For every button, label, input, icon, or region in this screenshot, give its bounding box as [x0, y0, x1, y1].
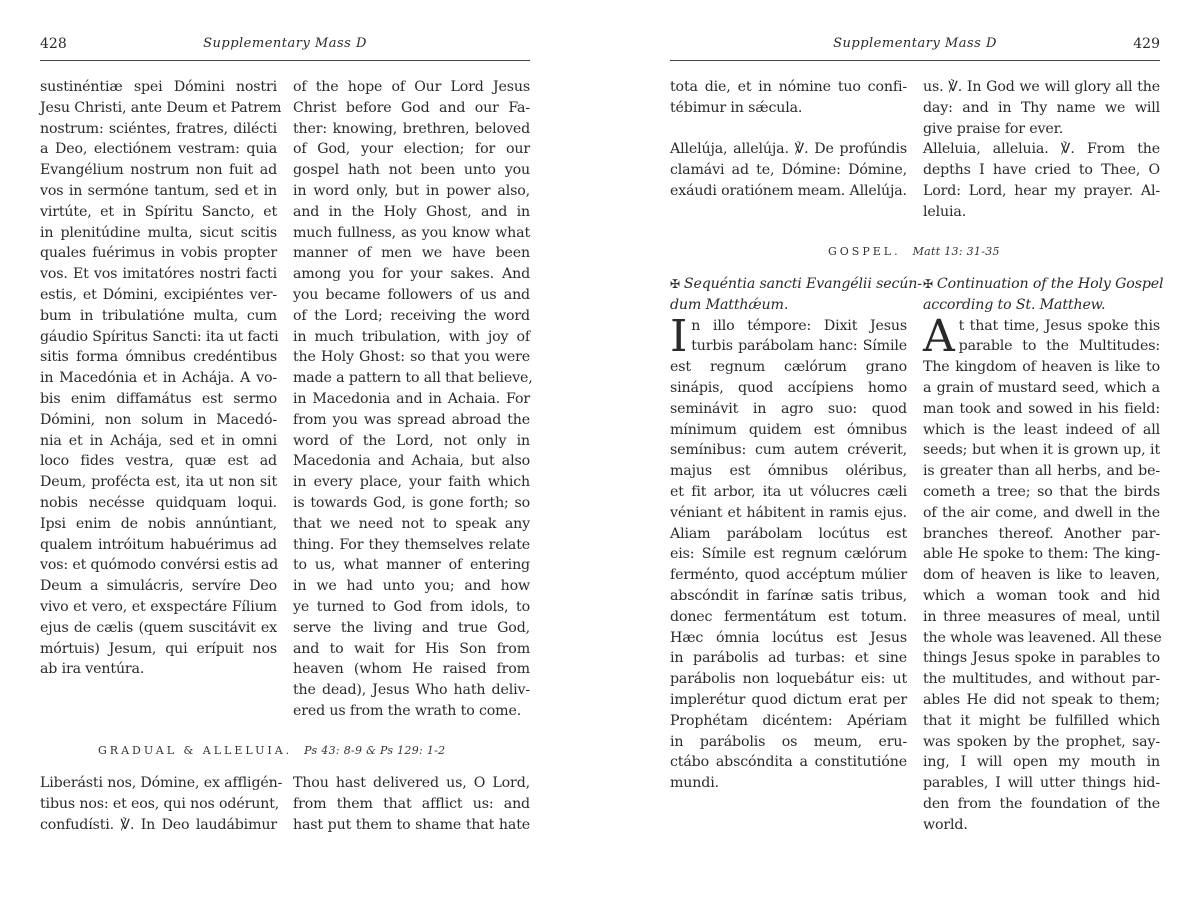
- text-line: quales fuérimus in vobis propter: [40, 245, 277, 262]
- text-line: véniant et hábitent in ramis ejus.: [670, 504, 907, 521]
- text-line: et fit arbor, ita ut vólucres cæli: [670, 483, 907, 500]
- text-line: vivo et vero, et exspectáre Fílium: [40, 598, 277, 615]
- text-line: is greater than all herbs, and be-: [923, 463, 1160, 480]
- text-line: Lord: Lord, hear my prayer. Al-: [923, 182, 1160, 199]
- text-line: of the hope of Our Lord Jesus: [293, 79, 530, 95]
- latin-alleluia: [670, 139, 907, 201]
- text-line: est regnum cælórum grano: [670, 359, 907, 376]
- text-line: eis: Símile est regnum cælórum: [670, 546, 907, 563]
- gospel-heading: [828, 245, 1000, 258]
- text-line: which is the least indeed of all: [923, 421, 1160, 438]
- text-line: ctábo abscóndita a constitutióne: [670, 754, 907, 771]
- text-line: made a pattern to all that believe,: [293, 370, 533, 387]
- text-line: parable to the Multitudes:: [958, 338, 1160, 355]
- text-line: n illo témpore: Dixit Jesus: [691, 317, 907, 334]
- text-line: Dómini, non solum in Macedó-: [40, 411, 277, 428]
- text-line: in every place, your faith which: [293, 474, 530, 491]
- text-line: mundi.: [670, 775, 719, 792]
- text-line: cometh a tree; so that the birds: [923, 483, 1160, 500]
- text-line: semínibus: cum autem créverit,: [670, 442, 907, 459]
- text-line: in three measures of meal, until: [923, 608, 1160, 625]
- english-gospel-text: [923, 357, 1160, 835]
- text-line: in much tribulation, with joy of: [293, 328, 530, 345]
- text-line: den from the foundation of the: [923, 795, 1160, 812]
- text-line: ab ira ventúra.: [40, 661, 145, 678]
- text-line: The kingdom of heaven is like to: [923, 359, 1160, 376]
- text-line: in parábolis os meum, eru-: [670, 733, 907, 750]
- text-line: a Deo, electiónem vestram: quia: [40, 141, 277, 158]
- text-line: us. ℣. In God we will glory all the: [923, 79, 1160, 95]
- text-line: a grain of mustard seed, which a: [923, 379, 1160, 396]
- text-line: in parábolis ad turbas: et sine: [670, 650, 907, 667]
- text-line: thing. For they themselves relate: [293, 536, 530, 553]
- english-alleluia: [923, 139, 1160, 222]
- text-line: give praise for ever.: [923, 120, 1064, 137]
- text-line: Prophétam dicéntem: Apériam: [670, 712, 907, 729]
- text-line: majus est ómnibus oléribus,: [670, 463, 907, 480]
- text-line: sinápis, quod accípiens homo: [670, 379, 907, 396]
- text-line: Ipsi enim de nobis annúntiant,: [40, 515, 277, 532]
- text-line: bis enim diffamátus est sermo: [40, 390, 277, 407]
- text-line: which a woman took and hid: [923, 587, 1160, 604]
- text-line: estis, et Dómini, excipiéntes ver-: [40, 286, 277, 303]
- text-line: implerétur quod dictum erat per: [670, 691, 907, 708]
- text-line: Thou hast delivered us, O Lord,: [293, 775, 530, 791]
- cross-icon: ✠: [923, 277, 933, 291]
- text-line: among you for your sakes. And: [293, 266, 530, 283]
- text-line: you became followers of us and: [293, 286, 530, 303]
- left-page-number: 428: [40, 36, 67, 52]
- latin-gospel-rubric: [670, 274, 922, 316]
- latin-gospel-opening: [670, 310, 907, 362]
- text-line: Deum a simulácris, servíre Deo: [40, 578, 277, 595]
- english-gradual-continuation: [923, 77, 1160, 139]
- text-line: gospel hath not been unto you: [293, 162, 530, 179]
- text-line: seminávit in agro suo: quod: [670, 400, 907, 417]
- text-line: abscóndit in farínæ satis tribus,: [670, 587, 907, 604]
- gradual-reference: Ps 43: 8-9 & Ps 129: 1-2: [304, 744, 446, 757]
- text-line: gáudio Spíritus Sancti: ita ut facti: [40, 328, 279, 345]
- text-line: mórtuis) Jesum, qui erípuit nos: [40, 640, 277, 657]
- latin-epistle-column: [40, 77, 282, 680]
- text-line: the whole was leavened. All these: [923, 629, 1162, 646]
- text-line: is towards God, is gone forth; so: [293, 494, 530, 511]
- left-running-title: Supplementary Mass D: [203, 36, 367, 51]
- text-line: was spoken by the prophet, say-: [923, 733, 1160, 750]
- text-line: depths I have cried to Thee, O: [923, 162, 1160, 179]
- text-line: Evangélium nostrum non fuit ad: [40, 162, 277, 179]
- english-gospel-column: [923, 274, 1164, 836]
- text-line: in Macedonia and in Achaia. For: [293, 390, 530, 407]
- text-line: vos: et quómodo convérsi estis ad: [40, 557, 279, 574]
- text-line: leluia.: [923, 203, 967, 220]
- english-epistle-column: [293, 77, 533, 722]
- text-line: word of the Lord, not only in: [293, 432, 530, 449]
- text-line: man took and sowed in his field:: [923, 400, 1160, 417]
- text-line: nobis necésse quidquam loqui.: [40, 494, 277, 511]
- text-line: seeds; but when it is grown up, it: [923, 442, 1160, 459]
- text-line: much fullness, as you know what: [293, 224, 530, 241]
- right-page-header: [670, 36, 1160, 61]
- text-line: donec fermentátum est totum.: [670, 608, 907, 625]
- right-page-number: 429: [1133, 36, 1160, 52]
- text-line: that we need not to speak any: [293, 515, 530, 532]
- gospel-heading-label: GOSPEL.: [828, 245, 901, 258]
- english-gospel-opening: [923, 310, 1160, 362]
- text-line: in Macedónia et in Achája. A vo-: [40, 370, 277, 387]
- text-line: parables, I will utter things hid-: [923, 775, 1160, 792]
- text-line: of God, your election; for our: [293, 141, 530, 158]
- text-line: dum Matthǽum.: [670, 296, 789, 313]
- text-line: dom of heaven is like to leaven,: [923, 567, 1160, 584]
- text-line: Christ before God and our Fa-: [293, 99, 530, 116]
- text-line: vos. Et vos imitatóres nostri facti: [40, 266, 277, 283]
- latin-gospel-column: [670, 274, 922, 794]
- text-line: and in the Holy Ghost, and in: [293, 203, 530, 220]
- text-line: Deum, profécta est, ita ut non sit: [40, 474, 277, 491]
- text-line: branches thereof. Another par-: [923, 525, 1160, 542]
- text-line: ther: knowing, brethren, beloved: [293, 120, 530, 137]
- text-line: of the Lord; receiving the word: [293, 307, 530, 324]
- text-line: parábolis non loquebátur eis: ut: [670, 671, 907, 688]
- text-line: ye turned to God from idols, to: [293, 598, 530, 615]
- text-line: virtúte, et in Spíritu Sancto, et: [40, 203, 277, 220]
- text-line: loco fides vestra, quæ est ad: [40, 453, 277, 470]
- text-line: Alleluia, alleluia. ℣. From the: [923, 141, 1160, 158]
- gradual-heading: [98, 744, 445, 757]
- text-line: from you was spread abroad the: [293, 411, 530, 428]
- text-line: according to St. Matthew.: [923, 296, 1106, 313]
- text-line: able He spoke to them: The king-: [923, 546, 1160, 563]
- text-line: ered us from the wrath to come.: [293, 702, 522, 719]
- text-line: exáudi oratiónem meam. Allelúja.: [670, 182, 907, 199]
- latin-drop-cap: I: [670, 310, 688, 362]
- text-line: nostrum: sciéntes, fratres, dilécti: [40, 120, 277, 137]
- text-line: from them that afflict us: and: [293, 795, 530, 812]
- text-line: Allelúja, allelúja. ℣. De profúndis: [670, 141, 907, 158]
- text-line: and to wait for His Son from: [293, 640, 530, 657]
- english-gradual-alleluia-column: [923, 77, 1160, 223]
- text-line: to us, what manner of entering: [293, 557, 530, 574]
- text-line: Aliam parábolam locútus est: [670, 525, 907, 542]
- right-page: [670, 0, 1164, 900]
- text-line: ✠ Continuation of the Holy Gospel: [923, 276, 1164, 292]
- text-line: serve the living and true God,: [293, 619, 530, 636]
- text-line: sustinéntiæ spei Dómini nostri: [40, 79, 277, 95]
- text-line: qualem intróitum habuérimus ad: [40, 536, 277, 553]
- text-line: bum in tribulatióne multa, cum: [40, 307, 277, 324]
- text-line: in we had unto you; and how: [293, 578, 530, 595]
- text-line: Jesu Christi, ante Deum et Patrem: [40, 99, 282, 116]
- text-line: vos in sermóne tantum, sed et in: [40, 182, 277, 199]
- text-line: in plenitúdine multa, sicut scitis: [40, 224, 277, 241]
- text-line: Macedonia and Achaia, but also: [293, 453, 530, 470]
- text-line: ables He did not speak to them;: [923, 691, 1160, 708]
- text-line: of the air come, and dwell in the: [923, 504, 1160, 521]
- english-drop-cap: A: [923, 310, 955, 362]
- left-page: [40, 0, 533, 900]
- text-line: clamávi ad te, Dómine: Dómine,: [670, 162, 907, 179]
- text-line: sitis forma ómnibus credéntibus: [40, 349, 277, 366]
- gospel-reference: Matt 13: 31-35: [912, 245, 1000, 258]
- latin-gradual-column: [40, 773, 283, 835]
- text-line: ing, I will open my mouth in: [923, 754, 1160, 771]
- cross-icon: ✠: [670, 277, 680, 291]
- text-line: things Jesus spoke in parables to: [923, 650, 1160, 667]
- text-line: in word only, but in power also,: [293, 182, 530, 199]
- text-line: tota die, et in nómine tuo confi-: [670, 79, 907, 95]
- text-line: ✠ Sequéntia sancti Evangélii secún-: [670, 276, 922, 292]
- text-line: the dead), Jesus Who hath deliv-: [293, 682, 530, 699]
- right-running-title: Supplementary Mass D: [833, 36, 997, 51]
- left-page-header: [40, 36, 530, 61]
- text-line: the Holy Ghost: so that you were: [293, 349, 530, 366]
- text-line: t that time, Jesus spoke this: [958, 317, 1160, 334]
- text-line: manner of men we have been: [293, 245, 530, 262]
- text-line: Liberásti nos, Dómine, ex affligén-: [40, 775, 283, 791]
- text-line: confudísti. ℣. In Deo laudábimur: [40, 816, 277, 833]
- gradual-heading-label: GRADUAL & ALLELUIA.: [98, 744, 293, 757]
- text-line: tibus nos: et eos, qui nos odérunt,: [40, 795, 280, 812]
- text-line: hast put them to shame that hate: [293, 816, 530, 833]
- text-line: heaven (whom He raised from: [293, 661, 530, 678]
- text-line: Hæc ómnia locútus est Jesus: [670, 629, 907, 646]
- latin-gradual-alleluia-column: [670, 77, 907, 202]
- text-line: ejus de cælis (quem suscitávit ex: [40, 619, 277, 636]
- latin-gospel-text: [670, 357, 907, 794]
- text-line: nia et in Achája, sed et in omni: [40, 432, 277, 449]
- text-line: tébimur in sǽcula.: [670, 99, 803, 116]
- english-gradual-column: [293, 773, 530, 835]
- english-gospel-rubric: [923, 274, 1164, 316]
- latin-gradual-continuation: [670, 77, 907, 119]
- text-line: turbis parábolam hanc: Símile: [691, 338, 907, 355]
- text-line: day: and in Thy name we will: [923, 99, 1160, 116]
- text-line: mínimum quidem est ómnibus: [670, 421, 907, 438]
- text-line: that it might be fulfilled which: [923, 712, 1160, 729]
- text-line: ferménto, quod accéptum múlier: [670, 567, 907, 584]
- text-line: world.: [923, 816, 968, 833]
- text-line: the multitudes, and without par-: [923, 671, 1160, 688]
